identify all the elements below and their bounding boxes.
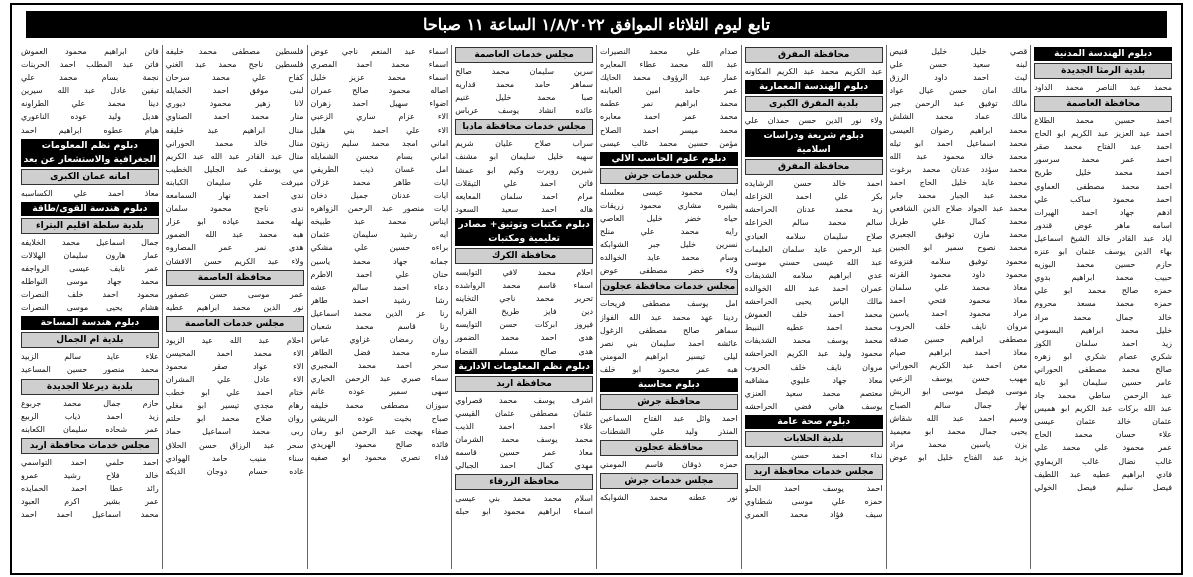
name-entry: احلام محمد لافي التوايسه [455,267,593,277]
name-entry: عمر محمود علي محمد علي [1034,443,1172,453]
name-entry: مصطفى ابراهيم حسين صدقه [889,335,1028,345]
name-entry: اماني امجد محمد سليم زيتون [310,138,449,148]
name-entry: يزيد عبد الفتاح خليل ابو عوض [889,452,1028,462]
name-entry: فيروز ابركات حسن التوايسه [455,320,593,330]
name-entry: ايمان محمود عيسى معلسله [600,187,738,197]
name-entry: نور الدين محمد ابراهيم عطيه [165,302,304,312]
name-entry: سماء صبري عبد الرحمن الحياري [310,374,449,384]
section-heading: دبلوم الهندسة المدنية [1034,47,1172,61]
name-entry: نور عطنه محمد الشوابكه [600,493,738,503]
name-entry: اصاله محمود صالح عمران [310,86,449,96]
name-entry: رائد عطا احمد الحمايده [21,483,159,493]
name-entry: منال ابراهيم عبد خليفه [165,125,304,135]
name-entry: قصي خليل خليل قنيص [889,47,1028,56]
name-entry: معتصم محمد سعيد العنزي [744,388,883,398]
name-entry: عمار عبد الرؤوف محمد الحايك [600,73,738,83]
name-entry: مرام احمد سلمان المعايعه [455,191,593,201]
name-entry: فلسطين ناجح محمد عبد الغني [165,60,304,70]
name-entry: معاذ احمد ابراهيم صيام [889,348,1028,358]
name-entry: سناء منيب حامد الهوادي [165,453,304,463]
name-entry: وسيم احمد عبد الله شقاش [889,413,1028,423]
name-entry: اضواء سهيل احمد زهران [310,99,449,109]
name-entry: ميرفت علي سليمان الكبابنه [165,177,304,187]
subsection-heading: مجلس خدمات محافظة مادبا [455,119,593,135]
column-2 [886,45,1031,569]
name-entry: هديل وليد عوده الناعوري [21,112,159,122]
name-entry: محمد يوسف محمد الشديفات [744,336,883,346]
name-entry: كفاح علي محمد سرحان [165,73,304,83]
name-entry: اسماء محمد احمد المصري [310,60,449,70]
section-heading: دبلوم علوم الحاسب الالي [600,152,738,166]
name-entry: منال عبد القادر عبد الله عبد الكريم [165,151,304,161]
name-entry: مؤمن حسين محمد غالب عيسى [600,138,738,148]
name-entry: بكر علي احمد الخزاعله [744,192,883,202]
name-entry: حازم جمال محمد جربوع [21,398,159,408]
name-entry: احمد عمر محمد سرسور [1034,155,1172,165]
name-entry: مروان نايف خلف الحروب [744,362,883,372]
name-entry: جمال اسماعيل محمد الخلايفه [21,237,159,247]
name-entry: صفاء بهجت عبد الرحمن ابو رمان [310,426,449,436]
name-entry: سماهر صالح مصطفى الزغول [600,325,738,335]
name-entry: ايات طاهر محمد غزلان [310,177,449,187]
name-entry: روان رمضان غزاوي عباس [310,335,449,345]
name-entry: حمزه ذوقان قاسم المومني [600,460,738,470]
name-entry: محمد احمد خلف العموش [744,310,883,320]
name-entry: محمود احمد خلف النصرات [21,290,159,300]
name-entry: عمر حامد امين العبابنه [600,86,738,96]
name-entry: زيد احمد ذياب الربيع [21,411,159,421]
name-entry: امل غسان ذيب الطريفي [310,164,449,174]
name-entry: رشا رشيد احمد طاهر [310,295,449,305]
subsection-heading: بلدية المفرق الكبرى [745,96,883,112]
name-entry: عدي ابراهيم سلامه الشديفات [744,270,883,280]
name-entry: عبد الله بركات عبد الكريم ابو هميس [1034,404,1172,414]
name-entry: خالد فلاح رشيد عمرو [21,470,159,480]
subsection-heading: محافظة الكرك [455,248,593,264]
subsection-heading: بلدية ديرعلا الجديدة [21,379,159,395]
name-entry: محمد جهاد موسى النواطله [21,277,159,287]
column-5 [451,45,596,569]
name-entry: سيف فؤاد محمد العمري [744,510,883,520]
name-entry: معاذ محمود فتحي احمد [889,295,1028,305]
subsection-heading: مجلس خدمات محافظة اربد [21,438,159,454]
name-entry: احمد محمود ساكب علي [1034,194,1172,204]
section-heading: دبلوم الهندسة المعمارية [745,80,883,94]
name-entry: محمد منصور حسين المساعيد [21,365,159,375]
subsection-heading: محافظة اربد [455,376,593,392]
name-entry: ساره محمد فضل الطاهر [310,348,449,358]
name-entry: دعاء احمد سالم عشه [310,282,449,292]
name-entry: ربى محمد اسماعيل حماد [165,427,304,437]
name-entry: عمار هارون سليمان الهلالات [21,250,159,260]
subsection-heading: مجلس خدمات العاصمة [455,47,593,63]
subsection-heading: مجلس خدمات محافظة عجلون [600,279,738,295]
name-entry: ليلى تيسير ابراهيم المومني [600,351,738,361]
name-entry: شيرين روبرت وكيم ابو عمشا [455,165,593,175]
name-entry: حبيب محمد ابراهيم بدوي [1034,273,1172,283]
name-entry: رنا عز الدين محمد اسماعيل [310,308,449,318]
name-entry: علاء حسان محمد الحاج [1034,430,1172,440]
column-3 [741,45,886,569]
name-entry: لبنى موفق احمد الخمايله [165,86,304,96]
newspaper-page [10,3,1183,575]
name-entry: فاتن احمد علي التيقلات [455,178,593,188]
name-entry: فائده صالح محمود الهريدي [310,439,449,449]
subsection-heading: بلدية الرمثا الجديدة [1034,63,1172,79]
name-entry: اسماء ابراهيم محمود ابو حبله [455,507,593,517]
name-entry: ختام احمد علي ابو خطب [165,388,304,398]
name-entry: ولاء عبد الكريم حسن الاقشان [165,256,304,266]
name-entry: محمد احمد عطيه النبيط [744,323,883,333]
name-entry: محمود داود محمود القرنه [889,269,1028,279]
name-entry: فيصل سليم فيصل الخولي [1034,482,1172,492]
name-entry: اشرف يوسف محمد قصراوي [455,395,593,405]
name-entry: اسلام محمد محمد بني عيسى [455,494,593,504]
name-entry: وسام محمد عايد الخوالده [600,253,738,263]
subsection-heading: محافظة المفرق [745,47,883,63]
name-entry: رنا قاسم محمد شعبان [310,321,449,331]
section-heading: دبلوم هندسة القوى/طاقة [21,202,159,216]
name-entry: ولاء خضر مصطفى عوض [600,266,738,276]
name-entry: ايناس محمد عبد طبيخه [310,217,449,227]
name-entry: عمر بشير اكرم العبود [21,497,159,507]
subsection-heading: محافظة العاصمة [166,270,304,286]
name-entry: صالح محمد مصطفى الحوراني [1034,364,1172,374]
name-entry: نهله محمد عياده ابو عزار [165,217,304,227]
name-entry: محمود وليد عبد الكريم الحراحشه [744,349,883,359]
name-entry: حمزه محمد مسعد محروم [1034,299,1172,309]
name-entry: محمد يوسف محمد الشرمان [455,434,593,444]
subsection-heading: بلدية الحلابات [745,431,883,447]
name-entry: صباح بخيت عوده البريشي [310,413,449,423]
name-entry: عائده انشاد يوسف عرباس [455,106,593,116]
name-entry: علاء احمد احمد الذيب [455,421,593,431]
section-heading: دبلوم نظم المعلومات الجغرافية والاستشعار عن بعد [21,139,159,167]
name-entry: منال خالد محمد الحوراني [165,138,304,148]
name-entry: الاء علي احمد بني هليل [310,125,449,135]
name-entry: هاله احمد سعيد السعود [455,204,593,214]
page-title: تابع ليوم الثلاثاء الموافق ١/٨/٢٠٢٢ الساعة ١١ صباحا [26,11,1167,38]
name-entry: مالك توفيق عبد الرحمن جبر [889,99,1028,109]
name-entry: منار محمد احمد الصناوي [165,112,304,122]
name-entry: خليل محمد ابراهيم البسومي [1034,325,1172,335]
name-entry: دينا محمد علي الطراونه [21,99,159,109]
name-entry: اسماء محمد عزيز خليل [310,73,449,83]
name-entry: ادهم جهاد احمد الهيرات [1034,207,1172,217]
name-entry: عمر شحاده سليمان الكعابنه [21,424,159,434]
name-entry: المنذر وليد علي الشطنات [600,427,738,437]
name-entry: عامر حسين سليمان ابو تايه [1034,377,1172,387]
name-entry: معن احمد عبد الكريم الحوراني [889,361,1028,371]
name-entry: ليث احمد داود الرزق [889,73,1028,83]
name-entry: عثمان خالد عثمان عيسى [1034,417,1172,427]
name-entry: صدام علي محمد النصيرات [600,47,738,56]
name-entry: هدى نمر عمر المصاروه [165,243,304,253]
name-entry: عبد الله عيسى حسني موسى [744,257,883,267]
subsection-heading: محافظة عجلون [600,440,738,456]
name-entry: موسى فيصل موسى ابو الريش [889,387,1028,397]
name-entry: مي يوسف عبد الجليل الخطيب [165,164,304,174]
name-entry: احمد حلمي احمد التواسمي [21,457,159,467]
name-entry: محمد عبد الجواد صلاح الدين الشافعي [889,204,1028,214]
name-entry: حنان علي احمد الاطرم [310,269,449,279]
name-entry: معاذ جهاد عليوي مشاقبه [744,375,883,385]
name-entry: سهيه خليل سليمان ابو مشنف [455,152,593,162]
section-heading: دبلوم صحة عامة [745,415,883,429]
name-entry: حياه خضر خليل العاصي [600,213,738,223]
name-entry: معاذ محمد علي سلمان [889,282,1028,292]
name-entry: رهام مجدي تيسير ابو مغلي [165,401,304,411]
name-entry: مالك امان حسن عيال عواد [889,86,1028,96]
name-entry: هبه محمد عبد الله الضمور [165,230,304,240]
name-entry: احمد محمد مصطفى العماوي [1034,181,1172,191]
name-entry: حازم حسين محمد البوزيه [1034,260,1172,270]
name-entry: سوزان مصطفى محمد خليفه [310,400,449,410]
name-entry: فلسطين مصطفى محمد خليفه [165,47,304,56]
name-entry: محمد اسماعيل احمد احمد [21,510,159,520]
name-entry: نهار جمال سالم الصباح [889,400,1028,410]
name-entry: غاده حسام دوجان الديكه [165,466,304,476]
name-entry: صلاح سليمان سلامه العبادي [744,231,883,241]
name-entry: مالك عماد محمد الشلش [889,112,1028,122]
name-entry: محمد نصوح سمير ابو الجبين [889,243,1028,253]
name-entry: فداء نصري محمود ابو صفيه [310,452,449,462]
name-entry: اسماء قاسم محمد الرواشده [455,281,593,291]
name-entry: اماني بسام محسن الشمايله [310,151,449,161]
name-entry: سماهر حامد محمد قداريه [455,80,593,90]
name-entry: فاتن ابراهيم محمود العموش [21,47,159,56]
name-entry: محمد سؤدد عدنان محمد برغوث [889,164,1028,174]
name-entry: نداء احمد حسن البزايعه [744,450,883,460]
name-entry: ايات عدنان جميل دخان [310,191,449,201]
name-entry: ندى احمد نهار السمامعه [165,191,304,201]
subsection-heading: امانه عمان الكبرى [21,169,159,185]
name-entry: بشيره مشاري محمود زريقات [600,200,738,210]
name-entry: احمد حسين محمد الطلاع [1034,116,1172,126]
subsection-heading: محافظة جرش [600,394,738,410]
name-entry: هدى صالح مسلم القضاه [455,346,593,356]
name-entry: الاء عواد صقر محمود [165,361,304,371]
name-entry: روان صلاح محمد ابو حلتم [165,414,304,424]
name-entry: محمد عايد خليل الحاج احمد [889,177,1028,187]
name-entry: عائشه احمد سليمان بني نصر [600,338,738,348]
name-entry: ايه رشيد سليمان عثمان [310,230,449,240]
name-entry: سحر احمد محمد المجيري [310,361,449,371]
name-entry: حمزه صالح محمد ابو علي [1034,286,1172,296]
name-entry: حمزه علي موسى شطناوي [744,497,883,507]
name-entry: فاتن عبد المطلب احمد الحربنات [21,60,159,70]
name-entry: احمد محمد خليل طريح [1034,168,1172,178]
name-entry: عمر نايف عيسى الرواجفه [21,263,159,273]
name-entry: اسامه ماهر عوض قندور [1034,220,1172,230]
name-entry: بهاء الدين يوسف عثمان ابو عنزه [1034,247,1172,257]
column-6 [307,45,452,569]
name-entry: لانا زهير محمود ديوري [165,99,304,109]
name-entry: هدى احمد محمد الضمور [455,333,593,343]
name-entry: اياد عبد القادر خالد الشيخ اسماعيل [1034,233,1172,243]
name-entry: احمد وائل عبد الفتاح السماعين [600,413,738,423]
name-entry: يحيى جمال محمد ابو معيميد [889,426,1028,436]
section-heading: دبلوم مكتبات وتوثيق+ مصادر تعليمية ومكتبات [455,218,593,246]
subsection-heading: محافظة الزرقاء [455,474,593,490]
name-entry: غالب نضال غالب الريماوي [1034,456,1172,466]
name-entry: يزن ياسين محمد مراد [889,439,1028,449]
name-entry: محمد عمر احمد معابره [600,112,738,122]
name-entry: نسرين خليل جبر الشوابكه [600,240,738,250]
name-entry: عمر موسى حسن عصفور [165,289,304,299]
name-entry: تحرير محمد ناجي التخاينه [455,294,593,304]
name-entry: عمران احمد عبد الله الخوالده [744,283,883,293]
name-entry: عثمان مصطفى عثمان القيسي [455,408,593,418]
name-entry: معاذ احمد علي الكساسبه [21,188,159,198]
name-entry: معاذ عمر حسين قاسمه [455,447,593,457]
column-1 [1030,45,1175,569]
subsection-heading: مجلس خدمات محافظة اربد [745,464,883,480]
column-7 [162,45,307,569]
name-entry: عبد الله محمد عطاء المعايره [600,60,738,70]
name-entry: ردينا عهد محمد عبد الله الفواز [600,312,738,322]
name-entry: ندى ناجح محمود سلمان [165,204,304,214]
name-entry: محمد ابراهيم رضوان العيسى [889,125,1028,135]
name-entry: محمد ابراهيم نمر عطمه [600,99,738,109]
name-entry: رايه محمد علي منلح [600,227,738,237]
name-entry: محمد ميسر احمد الصلاح [600,125,738,135]
column-8 [18,45,162,569]
name-entry: ايات منصور عبد الرحمن الزواهره [310,204,449,214]
name-entry: هبه عمر محمود ابو خلف [600,364,738,374]
name-entry: جمانه جهاد محمد ياسين [310,256,449,266]
columns-container [18,45,1175,569]
section-heading: دبلوم شريعة ودراسات اسلامية [745,129,883,157]
name-entry: الاء عادل علي المشران [165,375,304,385]
name-entry: سرين سليمان محمد صالح [455,67,593,76]
name-entry: احمد عبد الفتاح محمد صقر [1034,142,1172,152]
name-entry: الاء عزام ساري الزعبي [310,112,449,122]
name-entry: محمد كمال علي طربل [889,217,1028,227]
name-entry: مالك الياس يحيى الحراحشه [744,297,883,307]
name-entry: مهدي كمال احمد الجبالي [455,461,593,471]
name-entry: امل يوسف مصطفى فريحات [600,299,738,309]
name-entry: مراد محمود احمد ياسين [889,308,1028,318]
name-entry: ولاء نور الدين حسن حمدان علي [744,116,883,126]
name-entry: هشام يحيى موسى النصرات [21,303,159,313]
name-entry: احمد عبد العزيز عبد الكريم ابو الحاج [1034,129,1172,139]
subsection-heading: مجلس خدمات جرش [600,168,738,184]
section-heading: دبلوم هندسة المساحة [21,316,159,330]
name-entry: احمد خالد حسن الرشايده [744,179,883,189]
name-entry: عبد الكريم محمد عبد الكريم المكاونه [744,67,883,76]
name-entry: احمد يوسف احمد الحلو [744,483,883,493]
name-entry: خالد جمال محمد مراد [1034,312,1172,322]
name-entry: سراب صلاح عليان شريم [455,139,593,149]
name-entry: فادي ابراهيم عطيه عبد اللطيف [1034,469,1172,479]
name-entry: محمد عبد الناصر محمد الداود [1034,83,1172,92]
name-entry: سالم محمد سالم الخزاعله [744,218,883,228]
name-entry: مهيب حسن يوسف الزعبي [889,374,1028,384]
name-entry: مروان نايف خلف الحروب [889,321,1028,331]
name-entry: لبنه سعيد حسن علي [889,60,1028,70]
name-entry: الاء محمد احمد المحيسن [165,348,304,358]
name-entry: سحر عبد الرزاق حسن الحلاق [165,440,304,450]
name-entry: عبد الرحمن عايد سلمان العليمات [744,244,883,254]
name-entry: شكري عصام شكري ابو زهره [1034,351,1172,361]
column-4 [596,45,741,569]
name-entry: محمد مازن توفيق الجعبري [889,230,1028,240]
name-entry: محمد اسماعيل احمد ابو تيله [889,138,1028,148]
subsection-heading: مجلس خدمات جرش [600,473,738,489]
name-entry: براءه حسين علي مشكي [310,243,449,253]
name-entry: زيد محمد عدنان الحراحشه [744,205,883,215]
name-entry: علاء عايد سالم الزبيد [21,352,159,362]
name-entry: نجمة بسام محمد علي [21,73,159,83]
name-entry: محمد خالد محمود عبد الله [889,151,1028,161]
name-entry: هيام عطوه ابراهيم احمد [21,125,159,135]
subsection-heading: محافظة المفرق [745,159,883,175]
section-heading: دبلوم محاسبة [600,378,738,392]
name-entry: زيد احمد سلمان الكوز [1034,338,1172,348]
name-entry: محمد عبد الجبار محمد جابر [889,191,1028,201]
name-entry: سهى سمير عوده غانم [310,387,449,397]
name-entry: محمود توفيق سلامه قنزوعه [889,256,1028,266]
subsection-heading: بلدية سلطة اقليم البتراء [21,218,159,234]
name-entry: احلام عبد الله عيد الزيود [165,335,304,345]
name-entry: صبا محمد خليل غنيم [455,93,593,103]
section-heading: دبلوم نظم المعلومات الادارية [455,360,593,374]
name-entry: عبد الرحمن ساطي محمد جاد [1034,391,1172,401]
name-entry: دين فايز طريخ القرايه [455,307,593,317]
name-entry: يوسف هاني فضي الحراحشه [744,401,883,411]
name-entry: اسماء عبد المنعم ناجي عوض [310,47,449,56]
subsection-heading: محافظة العاصمة [1034,96,1172,112]
subsection-heading: مجلس خدمات العاصمة [166,316,304,332]
subsection-heading: بلدية ام الجمال [21,332,159,348]
name-entry: تيفين عادل عبد الله سيرين [21,86,159,96]
